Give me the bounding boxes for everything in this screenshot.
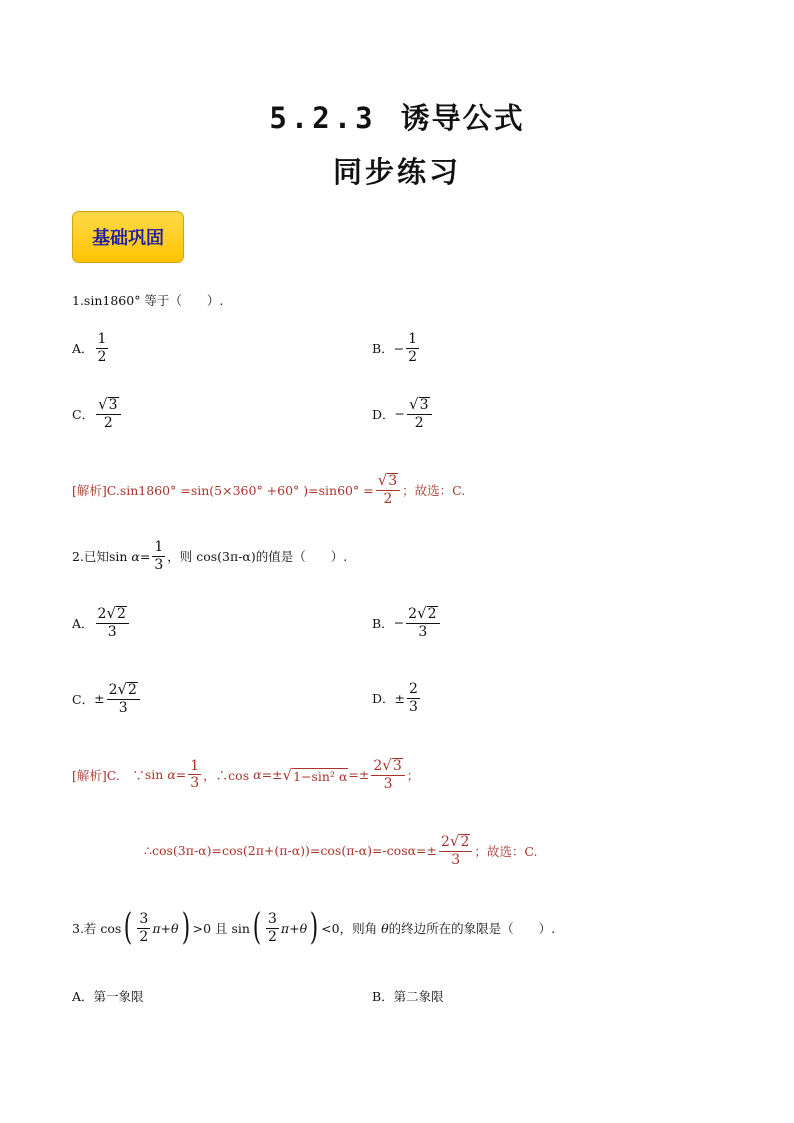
q2-stem: 2.已知 sin α = $\frac{1}{3}$ ，则 cos(3π-α)的值是（ ）.: [72, 539, 348, 573]
q3-option-a: A．第一象限: [72, 989, 144, 1004]
fraction: $\frac{1}{2}$: [408, 331, 418, 365]
q1-option-d: D． − √ 3 2: [372, 397, 434, 430]
page-title: [0, 96, 794, 137]
fraction: $\frac{2}{3}$: [409, 681, 418, 715]
fraction: $\frac{1}{3}$: [154, 539, 164, 573]
fraction: 2 √ 2 3: [406, 606, 439, 639]
q3-option-b: B．第二象限: [372, 989, 444, 1004]
q2-analysis-line1: [解析]C. ∵ sin α = $\frac{1}{3}$ ，∴cos α =± √ 1−sin² α =± 2 √ 3 3 ；: [72, 756, 420, 792]
fraction: 2 √ 2 3: [107, 682, 140, 715]
fraction: 2 √ 3 3: [371, 758, 404, 791]
q1-option-c: C． √ 3 2: [72, 397, 123, 430]
q3-stem: 3.若 cos ( $\frac{3}{2}$ π+θ ) > 0 且 sin ( $\frac{3}{2}$ π+θ ) < 0，则角 θ 的终边所在的象限是（ ）.: [72, 907, 556, 948]
fraction: √ 3 2: [96, 397, 120, 430]
q2-option-c: C． ± 2 √ 2 3: [72, 682, 142, 715]
fraction: 2 √ 2 3: [96, 606, 129, 639]
q2-option-d: D． ± $\frac{2}{3}$: [372, 681, 418, 715]
fraction: $\frac{1}{2}$: [97, 331, 107, 365]
section-number: 5.2.3: [269, 101, 377, 135]
q2-option-a: A． 2 √ 2 3: [72, 606, 131, 639]
fraction: $\frac{1}{3}$: [190, 757, 200, 792]
fraction: √ 3 2: [407, 397, 431, 430]
fraction: $\frac{3}{2}$: [139, 910, 149, 945]
section-badge: 基础巩固: [72, 211, 184, 263]
page-subtitle: 同步练习: [332, 155, 461, 189]
fraction: √ 3 2: [376, 473, 400, 506]
q1-analysis: [解析]C.sin1860° =sin(5×360° +60° )=sin60° = √ 3 2 ；故选：C.: [72, 471, 466, 507]
fraction: 2 √ 2 3: [439, 834, 472, 867]
q1-stem: 1.sin1860° 等于（ ）.: [72, 293, 224, 308]
q1-option-b: B． − $\frac{1}{2}$: [372, 331, 418, 365]
title-text: 诱导公式: [400, 101, 525, 135]
q1-option-a: A． $\frac{1}{2}$: [72, 331, 107, 365]
radical: √ 1−sin² α: [282, 765, 348, 784]
q2-option-b: B． − 2 √ 2 3: [372, 606, 442, 639]
q2-analysis-line2: ∴cos(3π-α)=cos(2π+(π-α))=cos(π-α)=-cosα=± 2 √ 2 3 ；故选：C.: [144, 832, 538, 868]
fraction: $\frac{3}{2}$: [267, 910, 277, 945]
